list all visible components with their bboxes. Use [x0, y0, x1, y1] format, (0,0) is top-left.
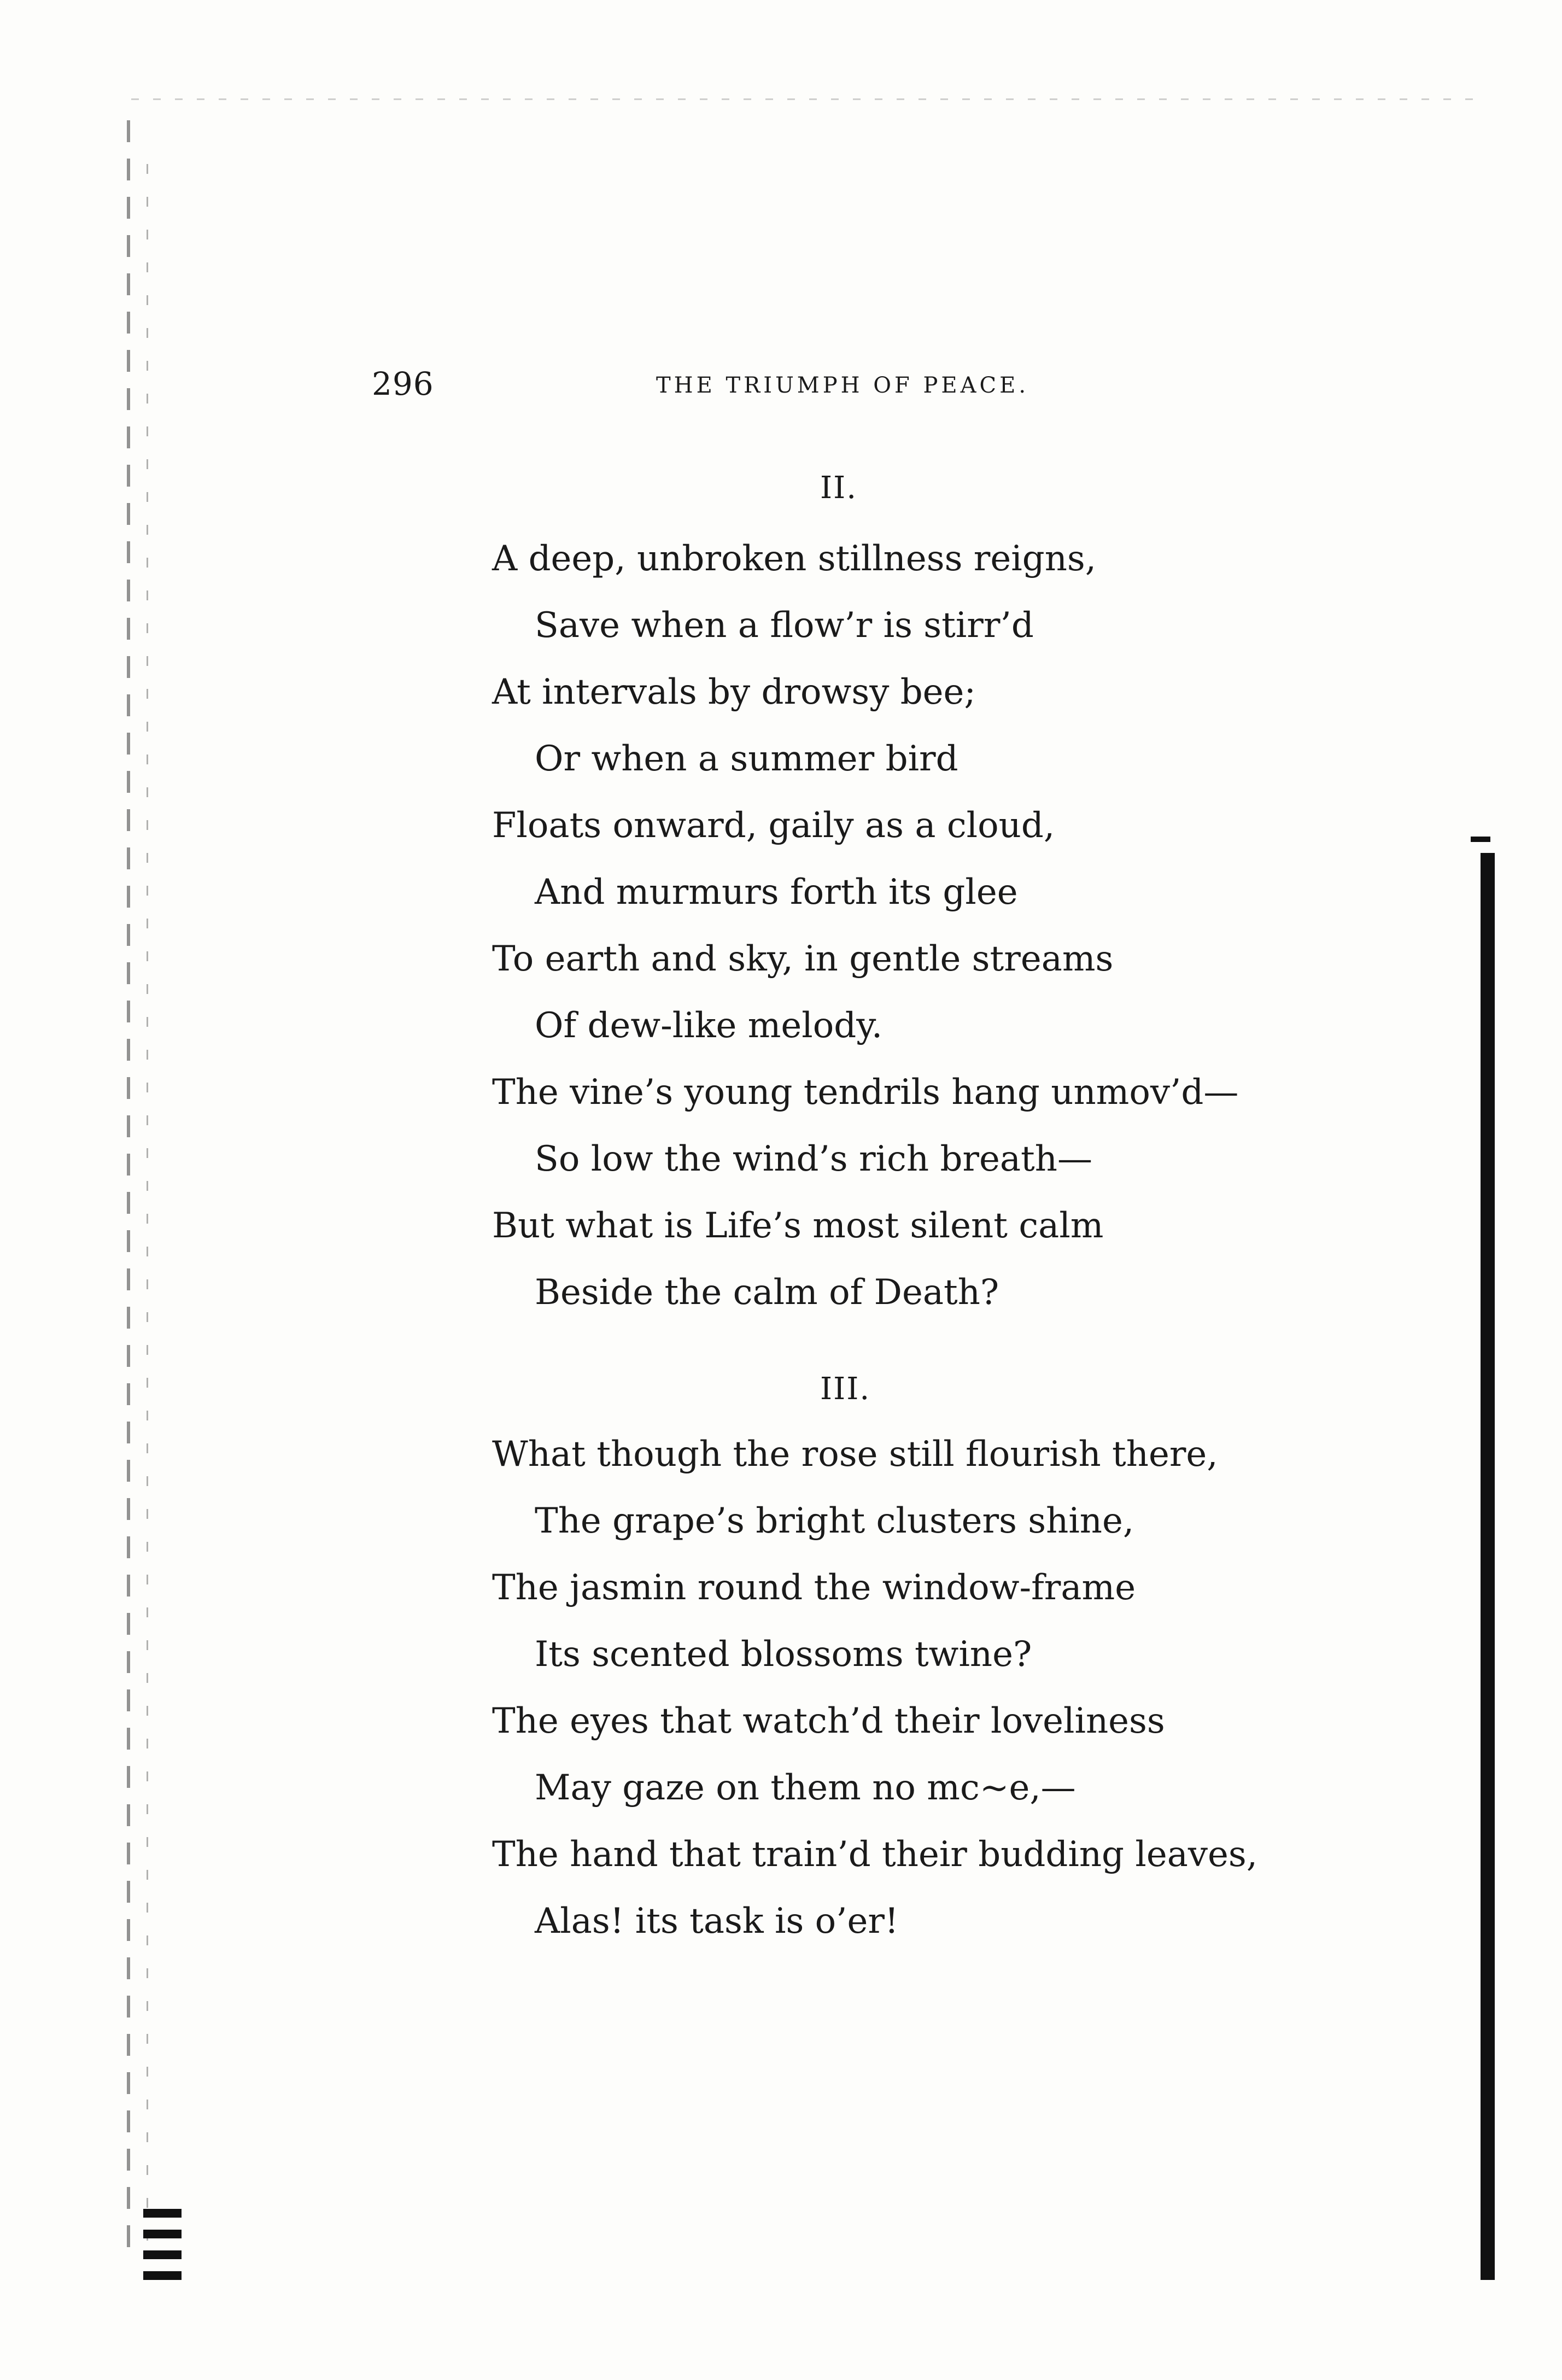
section-heading: III.	[820, 1371, 871, 1407]
poem-line: But what is Life’s most silent calm	[492, 1206, 1104, 1246]
scan-top-edge	[131, 98, 1487, 100]
poem-line: Alas! its task is o’er!	[535, 1901, 899, 1942]
poem-line: The jasmin round the window-frame	[492, 1568, 1136, 1608]
poem-line: A deep, unbroken stillness reigns,	[492, 539, 1097, 579]
scan-right-edge-tick	[1471, 837, 1490, 842]
scan-bottom-marks	[143, 2209, 182, 2307]
poem-line: The eyes that watch’d their loveliness	[492, 1701, 1165, 1741]
poem-line: And murmurs forth its glee	[535, 872, 1018, 913]
poem-line: What though the rose still flourish there,	[492, 1434, 1218, 1475]
poem-line: Save when a flow’r is stirr’d	[535, 605, 1034, 646]
poem-line: Or when a summer bird	[535, 739, 958, 779]
poem-line: May gaze on them no mc~e,—	[535, 1768, 1076, 1808]
scan-left-edge-secondary	[147, 164, 148, 2242]
poem-line: To earth and sky, in gentle streams	[492, 939, 1114, 979]
scan-left-edge	[127, 120, 130, 2253]
poem-line: Beside the calm of Death?	[535, 1272, 999, 1313]
running-title: THE TRIUMPH OF PEACE.	[656, 373, 1029, 398]
poem-line: Its scented blossoms twine?	[535, 1634, 1032, 1675]
poem-line: At intervals by drowsy bee;	[492, 672, 976, 712]
poem-line: Of dew-like melody.	[535, 1005, 883, 1046]
poem-line: The grape’s bright clusters shine,	[535, 1501, 1134, 1541]
poem-line: The vine’s young tendrils hang unmov’d—	[492, 1072, 1239, 1113]
poem-line: The hand that train’d their budding leaves,	[492, 1834, 1258, 1875]
poem-line: Floats onward, gaily as a cloud,	[492, 805, 1055, 846]
page-number: 296	[372, 365, 434, 402]
scan-right-edge-bar	[1481, 853, 1495, 2280]
section-heading: II.	[820, 470, 858, 506]
poem-line: So low the wind’s rich breath—	[535, 1139, 1092, 1179]
